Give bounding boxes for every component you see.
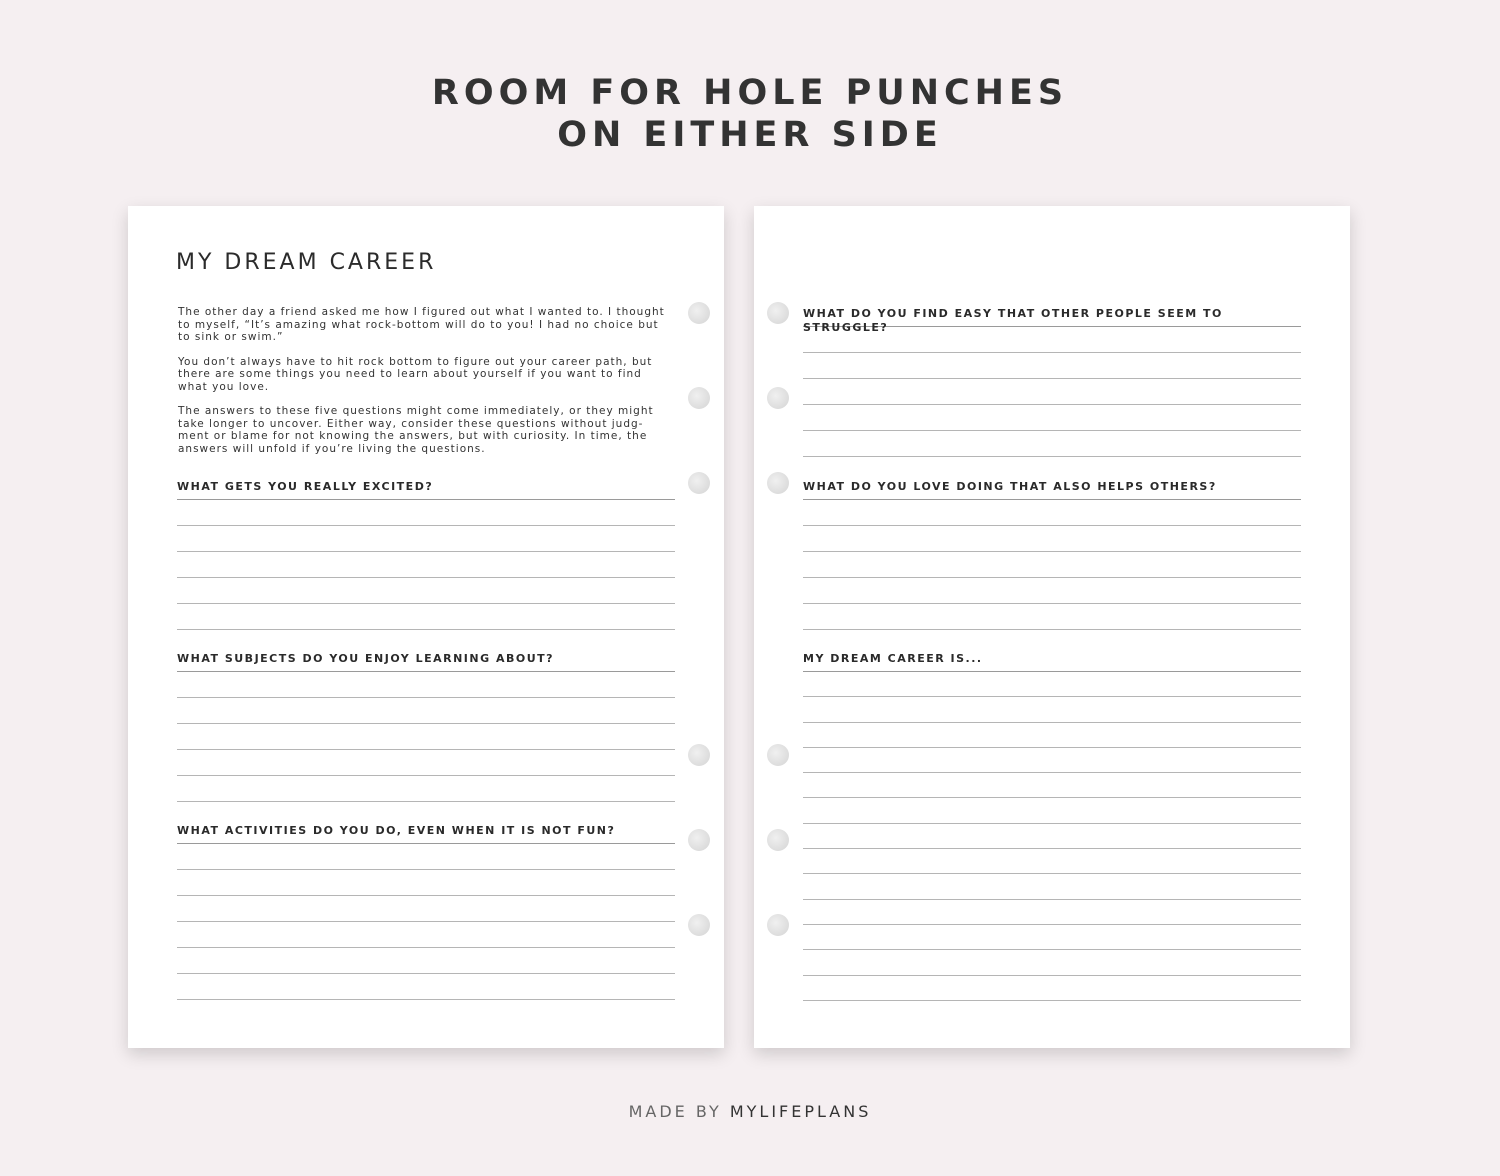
writing-line[interactable] bbox=[177, 896, 675, 922]
punch-hole bbox=[688, 744, 710, 766]
question-block-subjects bbox=[177, 652, 675, 802]
writing-line[interactable] bbox=[177, 974, 675, 1000]
writing-line[interactable] bbox=[803, 723, 1301, 748]
writing-line[interactable] bbox=[803, 697, 1301, 722]
writing-line[interactable] bbox=[803, 526, 1301, 552]
writing-line[interactable] bbox=[803, 578, 1301, 604]
writing-line[interactable] bbox=[803, 798, 1301, 823]
footer-credit bbox=[0, 1102, 1500, 1121]
left-planner-page bbox=[128, 206, 724, 1048]
intro-paragraph-2: You don’t always have to hit rock bottom to figure out your career path, but there are some things you need to learn about yourself if you want to find what you love. bbox=[178, 355, 653, 393]
writing-line[interactable] bbox=[803, 672, 1301, 697]
punch-hole bbox=[688, 302, 710, 324]
writing-line[interactable] bbox=[803, 976, 1301, 1001]
writing-line[interactable] bbox=[803, 379, 1301, 405]
writing-line[interactable] bbox=[803, 874, 1301, 899]
writing-line[interactable] bbox=[177, 672, 675, 698]
question-label: WHAT DO YOU FIND EASY THAT OTHER PEOPLE SEEM TO STRUGGLE? bbox=[803, 307, 1301, 327]
writing-line[interactable] bbox=[803, 552, 1301, 578]
writing-line[interactable] bbox=[803, 500, 1301, 526]
writing-line[interactable] bbox=[177, 776, 675, 802]
page-title: MY DREAM CAREER bbox=[176, 250, 437, 275]
intro-paragraph-1: The other day a friend asked me how I figured out what I wanted to. I thought to myself, “It’s amazing what rock-bottom will do to you! I had no choice but to sink or swim.” bbox=[178, 306, 665, 343]
writing-line[interactable] bbox=[177, 724, 675, 750]
writing-line[interactable] bbox=[803, 925, 1301, 950]
writing-line[interactable] bbox=[803, 405, 1301, 431]
headline bbox=[0, 72, 1500, 156]
writing-line[interactable] bbox=[177, 500, 675, 526]
writing-line[interactable] bbox=[177, 948, 675, 974]
question-block-easy bbox=[803, 307, 1301, 457]
writing-line[interactable] bbox=[803, 353, 1301, 379]
question-block-dream-career bbox=[803, 652, 1301, 1001]
question-label: MY DREAM CAREER IS... bbox=[803, 652, 1301, 672]
writing-line[interactable] bbox=[177, 698, 675, 724]
question-block-helps-others bbox=[803, 480, 1301, 630]
question-label: WHAT DO YOU LOVE DOING THAT ALSO HELPS OTHERS? bbox=[803, 480, 1301, 500]
writing-line[interactable] bbox=[177, 922, 675, 948]
punch-hole bbox=[688, 387, 710, 409]
punch-hole bbox=[767, 829, 789, 851]
right-planner-page bbox=[754, 206, 1350, 1048]
writing-line[interactable] bbox=[803, 773, 1301, 798]
writing-line[interactable] bbox=[177, 750, 675, 776]
punch-hole bbox=[767, 914, 789, 936]
writing-line[interactable] bbox=[177, 870, 675, 896]
writing-line[interactable] bbox=[803, 849, 1301, 874]
punch-hole bbox=[688, 472, 710, 494]
question-label: WHAT ACTIVITIES DO YOU DO, EVEN WHEN IT IS NOT FUN? bbox=[177, 824, 675, 844]
question-label: WHAT SUBJECTS DO YOU ENJOY LEARNING ABOUT? bbox=[177, 652, 675, 672]
writing-line[interactable] bbox=[803, 824, 1301, 849]
punch-hole bbox=[767, 387, 789, 409]
question-block-excited bbox=[177, 480, 675, 630]
writing-line[interactable] bbox=[803, 604, 1301, 630]
writing-line[interactable] bbox=[803, 748, 1301, 773]
writing-line[interactable] bbox=[803, 900, 1301, 925]
brand-name: MYLIFEPLANS bbox=[729, 1102, 872, 1121]
punch-hole bbox=[767, 472, 789, 494]
headline-line-2: ON EITHER SIDE bbox=[557, 115, 943, 155]
punch-hole bbox=[688, 914, 710, 936]
punch-hole bbox=[688, 829, 710, 851]
intro-paragraph-3: The answers to these five questions might come immediately, or they might take longer to uncover. Either way, consider these questions without judg-ment or blame for not knowing the answers, but with curiosity. In time, the answers will unfold if you’re living the questions. bbox=[178, 405, 654, 455]
punch-hole bbox=[767, 302, 789, 324]
writing-line[interactable] bbox=[177, 578, 675, 604]
question-block-activities bbox=[177, 824, 675, 1000]
headline-line-1: ROOM FOR HOLE PUNCHES bbox=[431, 73, 1069, 113]
writing-line[interactable] bbox=[177, 526, 675, 552]
writing-line[interactable] bbox=[803, 431, 1301, 457]
writing-line[interactable] bbox=[177, 604, 675, 630]
writing-line[interactable] bbox=[803, 950, 1301, 975]
intro-text bbox=[178, 306, 668, 467]
writing-line[interactable] bbox=[177, 844, 675, 870]
question-label: WHAT GETS YOU REALLY EXCITED? bbox=[177, 480, 675, 500]
punch-hole bbox=[767, 744, 789, 766]
footer-prefix: MADE BY bbox=[628, 1102, 730, 1121]
writing-line[interactable] bbox=[177, 552, 675, 578]
